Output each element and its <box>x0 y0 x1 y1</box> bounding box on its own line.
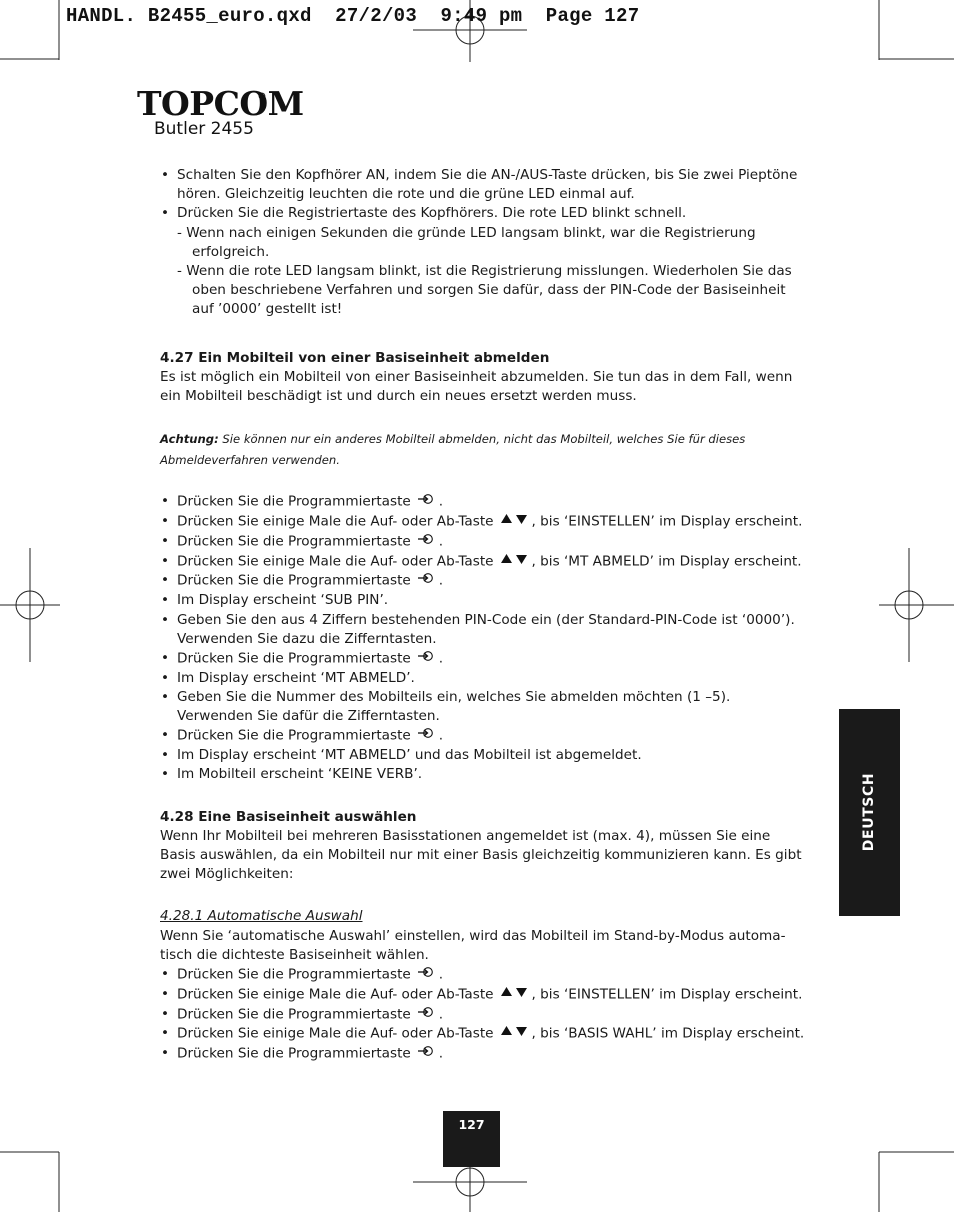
up-down-arrows-icon <box>500 512 528 531</box>
section-paragraph: Es ist möglich ein Mobilteil von einer Basiseinheit abzumelden. Sie tun das in dem Fall, wenn ein Mobilteil beschädigt ist und durch ein neues ersetzt werden muss. <box>160 368 793 405</box>
list-item: • Im Display erscheint ‘MT ABMELD’ und das Mobilteil ist abgemeldet. <box>160 746 805 765</box>
svg-text:TOPCOM: TOPCOM <box>137 84 304 123</box>
attention-note <box>160 429 805 471</box>
step-text: , bis ‘BASIS WAHL’ im Display erscheint. <box>531 1026 805 1043</box>
list-item: • Drücken Sie die Programmiertaste . <box>160 492 805 512</box>
list-subitem: - Wenn nach einigen Sekunden die gründe LED langsam blinkt, war die Registrierung erfolgreich. <box>177 224 756 260</box>
list-item: • Im Display erscheint ‘MT ABMELD’. <box>160 669 805 688</box>
list-item: • Drücken Sie die Programmiertaste . <box>160 571 805 591</box>
step-text: Drücken Sie die Programmiertaste <box>177 1006 411 1023</box>
print-slug: HANDL. B2455_euro.qxd 27/2/03 9:49 pm Page 127 <box>66 5 640 27</box>
up-down-arrows-icon <box>500 1024 528 1043</box>
program-key-icon <box>417 492 435 511</box>
step-text: Drücken Sie die Programmiertaste <box>177 573 411 590</box>
model-name: Butler 2455 <box>154 119 254 139</box>
list-subitem: - Wenn die rote LED langsam blinkt, ist die Registrierung misslungen. Wiederholen Sie das oben beschriebene Verfahren und sorgen Sie dafür, dass der PIN-Code der Basiseinheit auf ’0000’ gestellt ist! <box>177 263 792 318</box>
list-item: • Drücken Sie die Programmiertaste . <box>160 532 805 552</box>
program-key-icon <box>417 1005 435 1024</box>
list-item: • Drücken Sie die Programmiertaste . <box>160 726 805 746</box>
program-key-icon <box>417 649 435 668</box>
up-down-arrows-icon <box>500 552 528 571</box>
list-item <box>160 552 805 572</box>
step-text: , bis ‘EINSTELLEN’ im Display erscheint. <box>531 513 803 530</box>
step-text: Drücken Sie die Programmiertaste <box>177 493 411 510</box>
page-number: 127 <box>458 1117 485 1132</box>
program-key-icon <box>417 726 435 745</box>
language-tab-label: DEUTSCH <box>861 772 877 852</box>
list-item: • Geben Sie den aus 4 Ziffern bestehenden PIN-Code ein (der Standard-PIN-Code ist ‘0000’). Verwenden Sie dazu die Zifferntasten. <box>160 611 805 649</box>
section-heading: 4.28 Eine Basiseinheit auswählen <box>160 808 417 825</box>
note-text: Sie können nur ein anderes Mobilteil abmelden, nicht das Mobilteil, welches Sie für dieses Abmeldeverfahren verwenden. <box>160 432 746 468</box>
list-item: • Drücken Sie die Programmiertaste . <box>160 965 805 985</box>
step-text: , bis ‘MT ABMELD’ im Display erscheint. <box>531 553 802 570</box>
step-text: Drücken Sie die Programmiertaste <box>177 966 411 983</box>
program-key-icon <box>417 1044 435 1063</box>
up-down-arrows-icon <box>500 985 528 1004</box>
list-item: • Im Mobilteil erscheint ‘KEINE VERB’. <box>160 765 805 784</box>
list-item: • Im Display erscheint ‘SUB PIN’. <box>160 591 805 610</box>
step-text: Drücken Sie die Programmiertaste <box>177 650 411 667</box>
section-heading: 4.27 Ein Mobilteil von einer Basiseinheit abmelden <box>160 349 550 366</box>
list-item: • Drücken Sie die Registriertaste des Kopfhörers. Die rote LED blinkt schnell. <box>160 204 805 223</box>
step-text: Drücken Sie die Programmiertaste <box>177 533 411 550</box>
main-content <box>160 166 805 1064</box>
step-text: Drücken Sie einige Male die Auf- oder Ab-Taste <box>177 553 494 570</box>
list-item <box>160 1024 805 1044</box>
step-text: Drücken Sie einige Male die Auf- oder Ab-Taste <box>177 986 494 1003</box>
step-text: Drücken Sie die Programmiertaste <box>177 727 411 744</box>
program-key-icon <box>417 532 435 551</box>
list-item: • Drücken Sie die Programmiertaste . <box>160 1005 805 1025</box>
list-item <box>160 985 805 1005</box>
list-item: • Geben Sie die Nummer des Mobilteils ein, welches Sie abmelden möchten (1 –5). Verwenden Sie dafür die Zifferntasten. <box>160 688 805 726</box>
program-key-icon <box>417 571 435 590</box>
section-paragraph: Wenn Ihr Mobilteil bei mehreren Basisstationen angemeldet ist (max. 4), müssen Sie eine Basis auswählen, da ein Mobilteil nur mit einer Basis gleichzeitig kommunizieren kann. Es gibt zwei Möglichkeiten: <box>160 827 802 883</box>
subsection-heading: 4.28.1 Automatische Auswahl <box>160 908 363 925</box>
list-item: • Drücken Sie die Programmiertaste . <box>160 1044 805 1064</box>
subsection-paragraph: Wenn Sie ‘automatische Auswahl’ einstellen, wird das Mobilteil im Stand-by-Modus automa-tisch die dichteste Basiseinheit wählen. <box>160 927 786 963</box>
list-item: • Schalten Sie den Kopfhörer AN, indem Sie die AN-/AUS-Taste drücken, bis Sie zwei Pieptöne hören. Gleichzeitig leuchten die rote und die grüne LED einmal auf. <box>160 166 805 204</box>
step-text: Drücken Sie einige Male die Auf- oder Ab-Taste <box>177 1026 494 1043</box>
list-item <box>160 512 805 532</box>
step-text: , bis ‘EINSTELLEN’ im Display erscheint. <box>531 986 803 1003</box>
note-label: Achtung: <box>160 432 219 447</box>
step-text: Drücken Sie die Programmiertaste <box>177 1045 411 1062</box>
list-item: • Drücken Sie die Programmiertaste . <box>160 649 805 669</box>
program-key-icon <box>417 965 435 984</box>
step-text: Drücken Sie einige Male die Auf- oder Ab-Taste <box>177 513 494 530</box>
topcom-logo <box>137 82 304 123</box>
